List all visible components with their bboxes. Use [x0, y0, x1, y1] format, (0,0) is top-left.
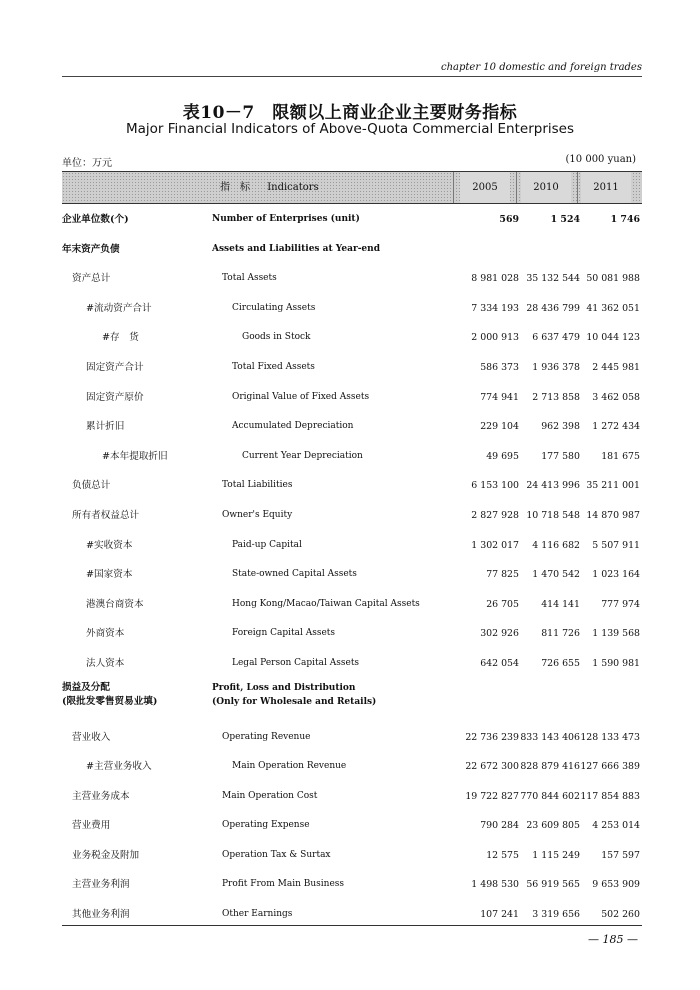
row-label-en: Assets and Liabilities at Year-end — [212, 243, 380, 254]
row-label-en: Main Operation Revenue — [232, 761, 347, 772]
row-label-en: Number of Enterprises (unit) — [212, 214, 360, 224]
row-label-zh: 营业收入 — [72, 731, 111, 743]
row-label-en: Other Earnings — [222, 909, 293, 920]
value-2011: 1 139 568 — [592, 628, 640, 640]
value-2011: 4 253 014 — [592, 820, 640, 832]
row-label-en: Total Liabilities — [222, 480, 293, 491]
value-2011: 128 133 473 — [580, 731, 640, 743]
table-row — [62, 590, 642, 620]
row-label-en: Goods in Stock — [242, 332, 311, 343]
table-row — [62, 560, 642, 590]
table-row — [62, 264, 642, 294]
row-label-en: Profit From Main Business — [222, 879, 345, 890]
row-label-zh: 累计折旧 — [86, 421, 125, 433]
table-row — [62, 442, 642, 472]
row-label-zh: 法人资本 — [86, 657, 125, 669]
row-label-zh: #国家资本 — [86, 569, 133, 581]
value-2005: 7 334 193 — [471, 302, 519, 314]
row-label-zh: 业务税金及附加 — [72, 849, 140, 861]
value-2011: 14 870 987 — [586, 509, 640, 521]
table-row — [62, 235, 642, 265]
table-row — [62, 471, 642, 501]
table-row — [62, 811, 642, 841]
value-2005: 49 695 — [486, 450, 519, 462]
table-bottom-rule — [62, 925, 642, 926]
value-2005: 569 — [499, 214, 519, 225]
table-row — [62, 323, 642, 353]
row-label-zh: 固定资产原价 — [86, 391, 144, 403]
indicator-header-en: Indicators — [267, 182, 319, 193]
row-label-zh: #实收资本 — [86, 539, 133, 551]
unit-label-chinese: 单位：万元 — [62, 158, 112, 169]
row-label-en: Operating Revenue — [222, 731, 311, 742]
page-number: — 185 — — [588, 933, 638, 946]
value-2011: 117 854 883 — [580, 790, 640, 802]
row-label-en: State-owned Capital Assets — [232, 569, 357, 580]
row-label-zh: 外商资本 — [86, 628, 125, 640]
table-title-english: Major Financial Indicators of Above-Quota Commercial Enterprises — [126, 121, 574, 137]
value-2010: 10 718 548 — [526, 509, 580, 521]
row-label-en: Foreign Capital Assets — [232, 628, 336, 639]
value-2011: 9 653 909 — [592, 879, 640, 891]
value-2010: 28 436 799 — [526, 302, 580, 314]
value-2010: 177 580 — [541, 450, 580, 462]
value-2010: 2 713 858 — [532, 391, 580, 403]
value-2010: 828 879 416 — [520, 761, 580, 773]
table-row — [62, 619, 642, 649]
value-2011: 50 081 988 — [586, 273, 640, 285]
value-2005: 302 926 — [480, 628, 519, 640]
value-2010: 811 726 — [541, 628, 580, 640]
value-2010: 1 115 249 — [532, 849, 580, 861]
value-2010: 1 470 542 — [532, 569, 580, 581]
value-2005: 12 575 — [486, 849, 519, 861]
value-2010: 962 398 — [541, 421, 580, 433]
header-rule — [62, 76, 642, 77]
value-2005: 2 000 913 — [471, 332, 519, 344]
value-2010: 726 655 — [541, 657, 580, 669]
value-2005: 229 104 — [480, 421, 519, 433]
row-label-zh: 资产总计 — [72, 273, 111, 285]
row-label-zh: 主营业务成本 — [72, 790, 130, 802]
table-row — [62, 723, 642, 753]
value-2010: 833 143 406 — [520, 731, 580, 743]
value-2005: 26 705 — [486, 598, 519, 610]
row-label-zh: 年末资产负债 — [62, 243, 120, 255]
row-label-en — [212, 681, 376, 709]
value-2011: 1 590 981 — [592, 657, 640, 669]
row-label-en: Current Year Depreciation — [242, 450, 363, 461]
row-label-en: Owner's Equity — [222, 509, 293, 520]
value-2005: 790 284 — [480, 820, 519, 832]
row-label-zh: #流动资产合计 — [86, 302, 152, 314]
row-label-zh: 港澳台商资本 — [86, 598, 144, 610]
row-label-en: Legal Person Capital Assets — [232, 657, 360, 668]
row-label-en: Paid-up Capital — [232, 539, 302, 550]
row-label-zh: 负债总计 — [72, 480, 111, 492]
table-row — [62, 841, 642, 871]
value-2011: 157 597 — [601, 849, 640, 861]
value-2005: 22 736 239 — [465, 731, 519, 743]
table-row — [62, 870, 642, 900]
table-row — [62, 205, 642, 235]
value-2011: 1 023 164 — [592, 569, 640, 581]
table-row — [62, 752, 642, 782]
table-row — [62, 782, 642, 812]
year-header-2011: 2011 — [581, 172, 631, 203]
value-2011: 1 746 — [610, 214, 640, 225]
row-label-zh: 主营业务利润 — [72, 879, 130, 891]
value-2010: 1 936 378 — [532, 361, 580, 373]
value-2010: 414 141 — [541, 598, 580, 610]
row-label-zh: 其他业务利润 — [72, 909, 130, 921]
value-2005: 6 153 100 — [471, 480, 519, 492]
table-row — [62, 353, 642, 383]
row-label-en: Main Operation Cost — [222, 790, 318, 801]
value-2005: 642 054 — [480, 657, 519, 669]
running-head: chapter 10 domestic and foreign trades — [441, 62, 642, 73]
row-label-en: Accumulated Depreciation — [232, 421, 354, 432]
value-2010: 6 637 479 — [532, 332, 580, 344]
value-2011: 10 044 123 — [586, 332, 640, 344]
value-2010: 3 319 656 — [532, 909, 580, 921]
value-2010: 23 609 805 — [526, 820, 580, 832]
value-2011: 181 675 — [601, 450, 640, 462]
row-label-zh — [62, 681, 157, 709]
row-label-zh-line1: 损益及分配 — [62, 681, 110, 693]
value-2010: 4 116 682 — [532, 539, 580, 551]
row-label-en: Circulating Assets — [232, 302, 316, 313]
value-2005: 19 722 827 — [465, 790, 519, 802]
indicator-column-header — [220, 172, 319, 203]
row-label-en: Operation Tax & Surtax — [222, 849, 331, 860]
column-divider — [516, 172, 517, 203]
row-label-en-line2: (Only for Wholesale and Retails) — [212, 696, 377, 707]
value-2011: 2 445 981 — [592, 361, 640, 373]
row-label-zh: #本年提取折旧 — [102, 450, 168, 462]
year-header-2010: 2010 — [521, 172, 571, 203]
row-label-en-line1: Profit, Loss and Distribution — [212, 682, 356, 693]
value-2011: 1 272 434 — [592, 421, 640, 433]
value-2005: 77 825 — [486, 569, 519, 581]
table-row — [62, 294, 642, 324]
row-label-zh: #主营业务收入 — [86, 761, 152, 773]
table-title-chinese: 表10－7 限额以上商业企业主要财务指标 — [182, 103, 518, 123]
row-label-zh: #存 货 — [102, 332, 139, 344]
value-2011: 127 666 389 — [580, 761, 640, 773]
row-label-zh: 企业单位数(个) — [62, 214, 129, 225]
row-label-zh: 固定资产合计 — [86, 361, 144, 373]
value-2011: 35 211 001 — [586, 480, 640, 492]
table-body — [62, 205, 642, 930]
table-header — [62, 171, 642, 204]
row-label-zh: 营业费用 — [72, 820, 111, 832]
row-label-en: Hong Kong/Macao/Taiwan Capital Assets — [232, 598, 420, 609]
table-row — [62, 501, 642, 531]
row-label-zh: 所有者权益总计 — [72, 509, 140, 521]
value-2005: 774 941 — [480, 391, 519, 403]
table-row — [62, 679, 642, 723]
column-divider — [577, 172, 578, 203]
value-2005: 107 241 — [480, 909, 519, 921]
value-2010: 35 132 544 — [526, 273, 580, 285]
table-row — [62, 383, 642, 413]
row-label-en: Total Assets — [222, 273, 277, 284]
value-2011: 3 462 058 — [592, 391, 640, 403]
value-2010: 24 413 996 — [526, 480, 580, 492]
column-divider — [453, 172, 454, 203]
year-header-2005: 2005 — [460, 172, 510, 203]
value-2011: 5 507 911 — [592, 539, 640, 551]
row-label-en: Total Fixed Assets — [232, 361, 315, 372]
value-2010: 56 919 565 — [526, 879, 580, 891]
table-row — [62, 649, 642, 679]
value-2010: 770 844 602 — [520, 790, 580, 802]
value-2010: 1 524 — [550, 214, 580, 225]
value-2005: 586 373 — [480, 361, 519, 373]
row-label-zh-line2: (限批发零售贸易业填) — [62, 695, 158, 707]
value-2011: 41 362 051 — [586, 302, 640, 314]
table-row — [62, 412, 642, 442]
value-2005: 2 827 928 — [471, 509, 519, 521]
value-2005: 22 672 300 — [465, 761, 519, 773]
value-2005: 1 302 017 — [471, 539, 519, 551]
indicator-header-zh: 指 标 — [220, 182, 250, 193]
value-2011: 502 260 — [601, 909, 640, 921]
unit-label-english: (10 000 yuan) — [565, 154, 636, 165]
row-label-en: Operating Expense — [222, 820, 310, 831]
table-row — [62, 531, 642, 561]
row-label-en: Original Value of Fixed Assets — [232, 391, 370, 402]
value-2005: 8 981 028 — [471, 273, 519, 285]
value-2005: 1 498 530 — [471, 879, 519, 891]
value-2011: 777 974 — [601, 598, 640, 610]
